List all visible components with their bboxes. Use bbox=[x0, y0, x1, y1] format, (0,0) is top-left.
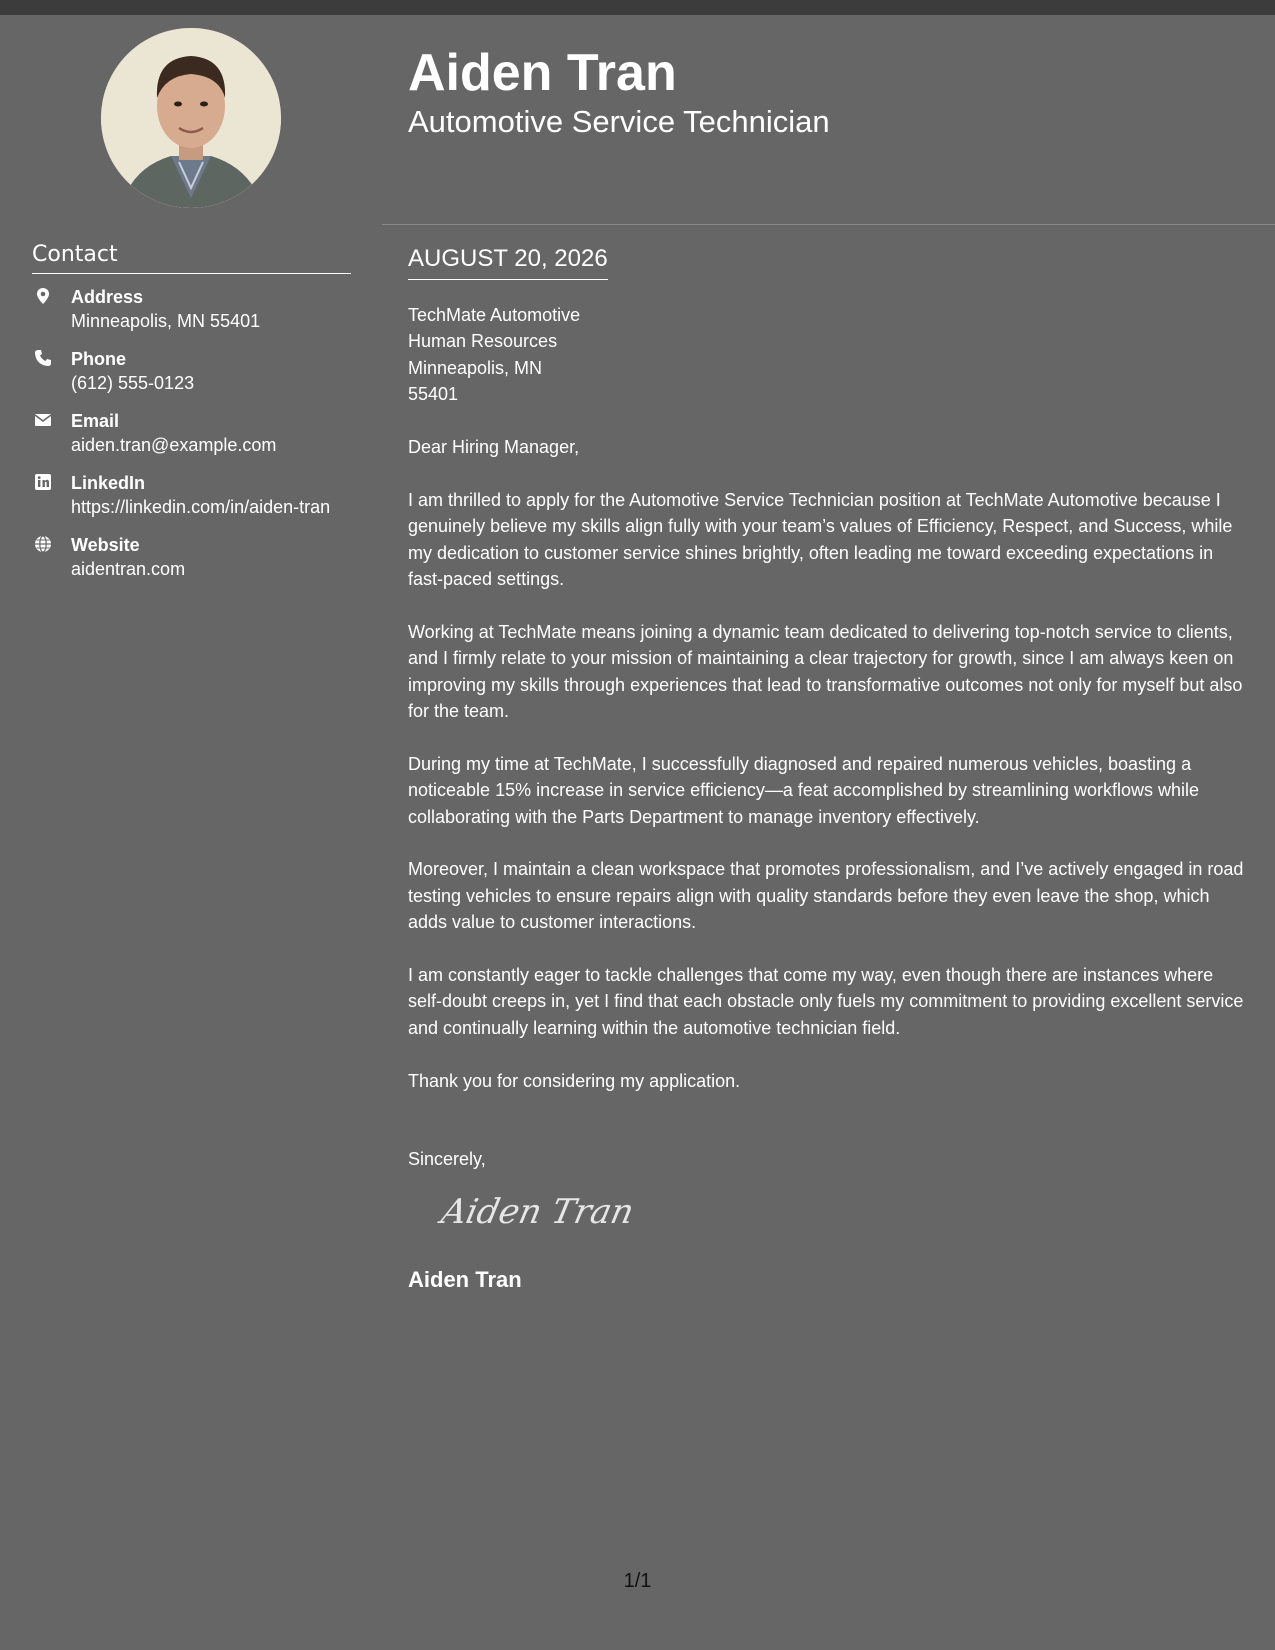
letter-body bbox=[408, 302, 1250, 1293]
map-pin-icon bbox=[34, 287, 52, 305]
contact-label: Email bbox=[71, 411, 120, 431]
recipient-line: TechMate Automotive bbox=[408, 305, 581, 325]
contact-item-email bbox=[32, 409, 352, 457]
signer-name: Aiden Tran bbox=[408, 1266, 522, 1292]
closing: Sincerely, bbox=[408, 1149, 486, 1170]
contact-value[interactable]: https://linkedin.com/in/aiden-tran bbox=[71, 497, 331, 517]
contact-item-address bbox=[32, 285, 352, 333]
avatar bbox=[101, 28, 281, 208]
top-bar bbox=[0, 0, 1275, 15]
applicant-name: Aiden Tran bbox=[408, 44, 677, 102]
page-number: 1/1 bbox=[623, 1570, 652, 1592]
signature-script: Aiden Tran bbox=[437, 1191, 638, 1232]
signature bbox=[437, 1191, 1250, 1259]
recipient-line: Human Resources bbox=[408, 331, 558, 352]
letter-paragraph: I am constantly eager to tackle challenges that come my way, even though there are instances where self-doubt creeps in, yet I find that each obstacle only fuels my commitment to providing excellent service and continually learning within the automotive technician field. bbox=[408, 965, 1244, 1038]
linkedin-icon bbox=[34, 473, 52, 491]
contact-label: Address bbox=[71, 287, 144, 307]
globe-icon bbox=[34, 535, 52, 553]
letter-date: AUGUST 20, 2026 bbox=[408, 244, 608, 280]
envelope-icon bbox=[34, 411, 52, 429]
contact-list bbox=[32, 285, 352, 595]
letter-paragraph: During my time at TechMate, I successfully diagnosed and repaired numerous vehicles, boasting a noticeable 15% increase in service efficiency—a feat accomplished by streamlining workflows while collaborating with the Parts Department to manage inventory effectively. bbox=[408, 753, 1200, 827]
sidebar bbox=[0, 15, 382, 1615]
contact-value: Minneapolis, MN 55401 bbox=[71, 311, 261, 331]
job-title: Automotive Service Technician bbox=[408, 104, 830, 139]
letter-paragraph: Working at TechMate means joining a dynamic team dedicated to delivering top-notch service to clients, and I firmly relate to your mission of maintaining a clear trajectory for growth, since I am always keen on improving my skills through experiences that lead to transformative outcomes not only for myself but also for the team. bbox=[408, 621, 1243, 722]
letter-paragraph: Thank you for considering my application. bbox=[408, 1070, 741, 1091]
contact-value[interactable]: aidentran.com bbox=[71, 559, 186, 579]
phone-icon bbox=[34, 349, 52, 367]
contact-item-phone bbox=[32, 347, 352, 395]
letter-paragraph: I am thrilled to apply for the Automotive Service Technician position at TechMate Automotive because I genuinely believe my skills align fully with your team’s values of Efficiency, Respect, and Success, while my dedication to customer service shines brightly, often leading me toward exceeding expectations in fast-paced settings. bbox=[408, 489, 1233, 590]
contact-value[interactable]: aiden.tran@example.com bbox=[71, 435, 277, 455]
letter-paragraph: Moreover, I maintain a clean workspace that promotes professionalism, and I’ve actively engaged in road testing vehicles to ensure repairs align with quality standards before they even leave the shop, which adds value to customer interactions. bbox=[408, 859, 1244, 933]
contact-label: Website bbox=[71, 535, 140, 555]
profile-photo bbox=[101, 28, 281, 208]
contact-item-linkedin bbox=[32, 471, 352, 519]
recipient-line: Minneapolis, MN bbox=[408, 357, 543, 378]
recipient-address bbox=[408, 302, 1250, 408]
contact-item-website bbox=[32, 533, 352, 581]
salutation: Dear Hiring Manager, bbox=[408, 437, 580, 458]
contact-label: Phone bbox=[71, 349, 127, 369]
contact-value: (612) 555-0123 bbox=[71, 373, 195, 393]
header-divider bbox=[382, 224, 1275, 225]
contact-heading: Contact bbox=[32, 241, 351, 274]
contact-label: LinkedIn bbox=[71, 473, 146, 493]
recipient-line: 55401 bbox=[408, 384, 459, 405]
